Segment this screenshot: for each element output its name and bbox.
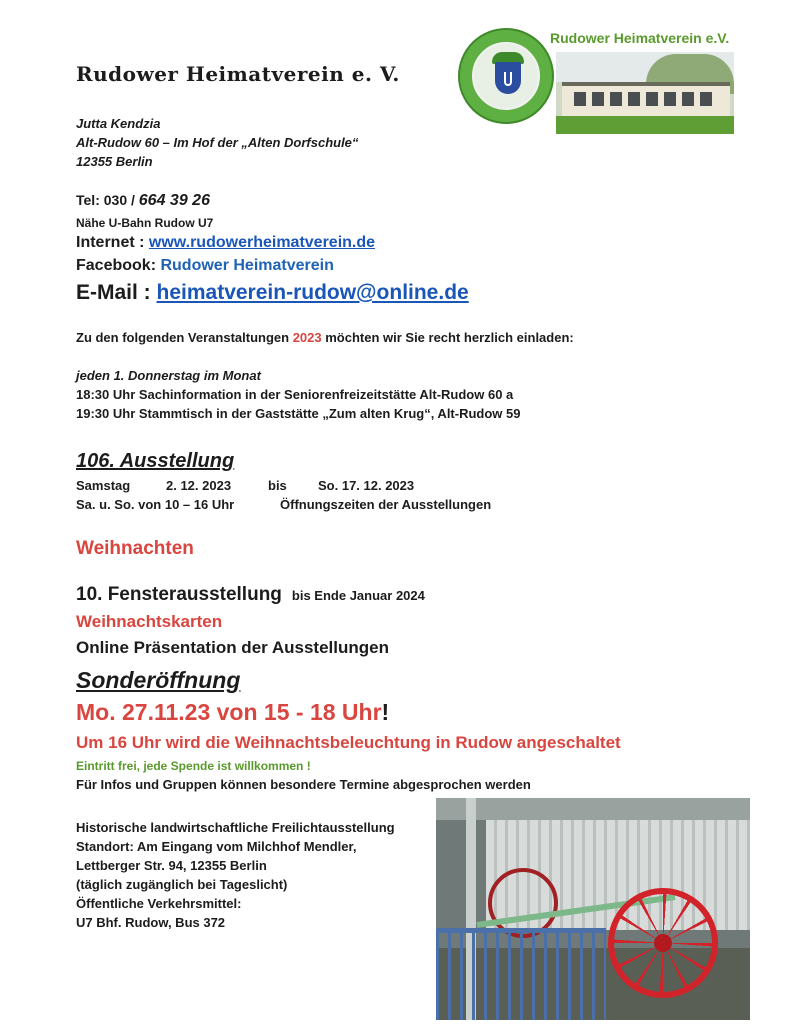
intro-after: möchten wir Sie recht herzlich einladen: bbox=[321, 330, 574, 345]
seal-inner bbox=[472, 42, 540, 110]
photo-grass bbox=[556, 116, 734, 134]
organization-title: Rudower Heimatverein e. V. bbox=[76, 62, 400, 86]
special-opening-date: Mo. 27.11.23 von 15 - 18 Uhr bbox=[76, 699, 382, 725]
monthly-line-2: 19:30 Uhr Stammtisch in der Gaststätte „Zum alten Krug“, Alt-Rudow 59 bbox=[76, 406, 521, 421]
farm-machinery-photo bbox=[436, 798, 750, 1020]
farm-line-3: Lettberger Str. 94, 12355 Berlin bbox=[76, 858, 267, 873]
facebook-row bbox=[76, 257, 334, 275]
intro-text bbox=[76, 330, 574, 345]
phone-label: Tel: 030 / bbox=[76, 192, 139, 208]
photo-windows bbox=[574, 92, 714, 106]
lights-announcement: Um 16 Uhr wird die Weihnachtsbeleuchtung in Rudow angeschaltet bbox=[76, 733, 621, 752]
exhibition-until: bis bbox=[268, 478, 287, 493]
email-link[interactable]: heimatverein-rudow@online.de bbox=[156, 281, 469, 304]
free-entry-note: Eintritt frei, jede Spende ist willkommen ! bbox=[76, 759, 311, 773]
phone-row bbox=[76, 192, 210, 210]
logo-title: Rudower Heimatverein e.V. bbox=[550, 30, 730, 46]
email-label: E-Mail : bbox=[76, 281, 157, 304]
blue-fence bbox=[436, 928, 606, 1020]
special-opening-date-row bbox=[76, 699, 389, 726]
website-link[interactable]: www.rudowerheimatverein.de bbox=[148, 234, 376, 251]
address-block bbox=[76, 114, 358, 171]
exhibition-date-end: So. 17. 12. 2023 bbox=[318, 478, 415, 493]
online-presentation: Online Präsentation der Ausstellungen bbox=[76, 638, 389, 657]
window-exhibition-until: bis Ende Januar 2024 bbox=[291, 588, 425, 603]
exhibition-hours-label: Öffnungszeiten der Ausstellungen bbox=[280, 497, 492, 512]
address-line-1: Alt-Rudow 60 – Im Hof der „Alten Dorfschule“ bbox=[76, 135, 359, 150]
club-seal-icon bbox=[458, 28, 554, 124]
farm-line-4: (täglich zugänglich bei Tageslicht) bbox=[76, 877, 288, 892]
exhibition-day-start: Samstag bbox=[76, 478, 131, 493]
ubahn-note: Nähe U-Bahn Rudow U7 bbox=[76, 216, 214, 230]
internet-label: Internet : bbox=[76, 234, 149, 251]
window-exhibition-title: 10. Fensterausstellung bbox=[76, 584, 282, 605]
farm-line-5: Öffentliche Verkehrsmittel: bbox=[76, 896, 242, 911]
exhibition-date-start: 2. 12. 2023 bbox=[166, 478, 232, 493]
monthly-heading: jeden 1. Donnerstag im Monat bbox=[76, 368, 261, 383]
schoolhouse-photo bbox=[556, 52, 734, 134]
logo-area bbox=[458, 28, 750, 134]
anchor-icon bbox=[504, 72, 512, 86]
facebook-label: Facebook: bbox=[76, 257, 161, 274]
exhibition-hours-row bbox=[76, 497, 491, 512]
farm-line-6: U7 Bhf. Rudow, Bus 372 bbox=[76, 915, 226, 930]
monthly-line-1: 18:30 Uhr Sachinformation in der Seniorenfreizeitstätte Alt-Rudow 60 a bbox=[76, 387, 514, 402]
phone-number[interactable]: 664 39 26 bbox=[138, 192, 210, 209]
contact-name: Jutta Kendzia bbox=[76, 116, 161, 131]
exhibition-dates bbox=[76, 478, 414, 493]
shed-roof bbox=[436, 798, 750, 820]
wheel-hub bbox=[654, 934, 672, 952]
special-opening-title: Sonderöffnung bbox=[76, 667, 241, 693]
special-opening-exclaim: ! bbox=[381, 699, 390, 725]
intro-year: 2023 bbox=[292, 330, 322, 345]
window-exhibition-row bbox=[76, 584, 425, 606]
facebook-link[interactable]: Rudower Heimatverein bbox=[160, 257, 334, 274]
farm-line-2: Standort: Am Eingang vom Milchhof Mendler, bbox=[76, 839, 357, 854]
exhibition-title: 106. Ausstellung bbox=[76, 450, 235, 472]
exhibition-hours: Sa. u. So. von 10 – 16 Uhr bbox=[76, 497, 235, 512]
email-row bbox=[76, 281, 469, 305]
christmas-cards: Weihnachtskarten bbox=[76, 612, 223, 631]
address-line-2: 12355 Berlin bbox=[76, 154, 153, 169]
christmas-heading: Weihnachten bbox=[76, 538, 194, 559]
internet-row bbox=[76, 234, 375, 252]
intro-before: Zu den folgenden Veranstaltungen bbox=[76, 330, 293, 345]
farm-line-1: Historische landwirtschaftliche Freilichtausstellung bbox=[76, 820, 395, 835]
groups-note: Für Infos und Gruppen können besondere Termine abgesprochen werden bbox=[76, 777, 531, 792]
farm-exhibition-block bbox=[76, 818, 395, 932]
